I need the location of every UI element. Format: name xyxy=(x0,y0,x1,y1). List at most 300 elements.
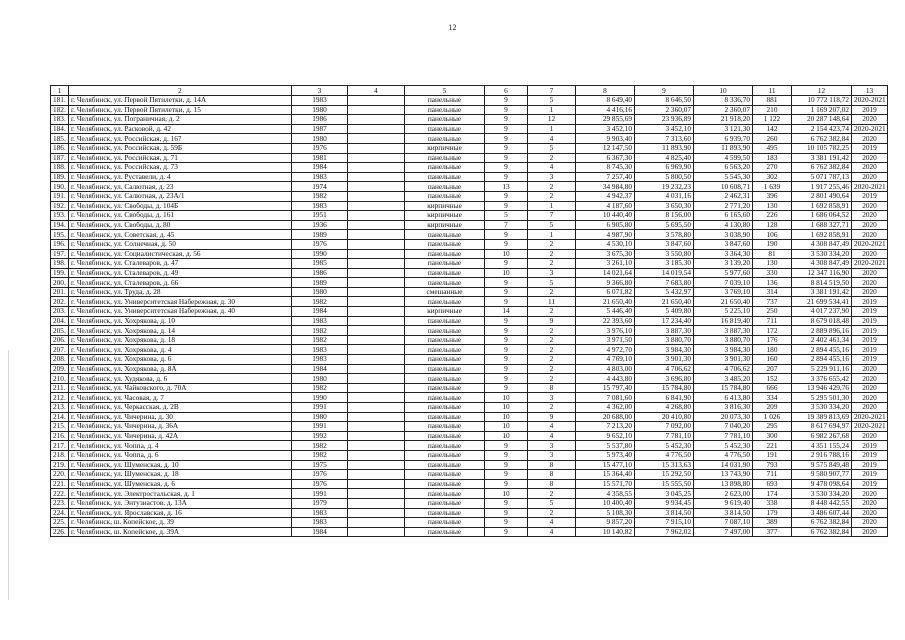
table-cell-col-11: 179 xyxy=(753,508,792,518)
table-cell-col-1: 192. xyxy=(51,201,69,211)
table-cell-col-11: 1 639 xyxy=(753,182,792,192)
table-cell-col-10: 4 599,50 xyxy=(694,153,753,163)
table-cell-col-6: 9 xyxy=(485,355,528,365)
table-cell-col-1: 185. xyxy=(51,134,69,144)
table-cell-col-12: 2 154 423,74 xyxy=(792,124,852,134)
table-cell-col-1: 212. xyxy=(51,393,69,403)
table-cell-col-12: 19 389 813,69 xyxy=(792,412,852,422)
table-cell-col-4 xyxy=(348,460,405,470)
table-cell-col-11: 180 xyxy=(753,345,792,355)
table-cell-col-2: г. Челябинск, ул. Университетская Набережная, д. 30 xyxy=(69,297,292,307)
table-cell-col-9: 7 313,60 xyxy=(635,134,694,144)
table-cell-col-12: 5 071 787,13 xyxy=(792,172,852,182)
table-cell-col-7: 3 xyxy=(528,268,576,278)
table-cell-col-3: 1980 xyxy=(292,105,348,115)
table-cell-col-7: 2 xyxy=(528,249,576,259)
table-cell-col-9: 8 156,00 xyxy=(635,211,694,221)
table-cell-col-10: 6 165,60 xyxy=(694,211,753,221)
table-cell-col-2: г. Челябинск, ул. Энтузиастов, д. 13А xyxy=(69,498,292,508)
table-cell-col-11: 136 xyxy=(753,278,792,288)
table-row xyxy=(51,211,888,221)
table-cell-col-1: 207. xyxy=(51,345,69,355)
table-cell-col-10: 5 452,30 xyxy=(694,441,753,451)
table-cell-col-2: г. Челябинск, ул. Российская, д. 59Б xyxy=(69,143,292,153)
table-cell-col-3: 1987 xyxy=(292,124,348,134)
table-cell-col-3: 1990 xyxy=(292,393,348,403)
table-cell-col-4 xyxy=(348,211,405,221)
table-cell-col-13: 2020 xyxy=(852,498,888,508)
table-cell-col-1: 182. xyxy=(51,105,69,115)
table-cell-col-2: г. Челябинск, ул. Ярославская, д. 16 xyxy=(69,508,292,518)
table-cell-col-1: 219. xyxy=(51,460,69,470)
table-cell-col-10: 20 073,30 xyxy=(694,412,753,422)
table-cell-col-5: панельные xyxy=(405,172,485,182)
table-cell-col-1: 198. xyxy=(51,259,69,269)
table-cell-col-3: 1991 xyxy=(292,489,348,499)
table-cell-col-5: кирпичные xyxy=(405,211,485,221)
table-cell-col-1: 193. xyxy=(51,211,69,221)
table-cell-col-5: панельные xyxy=(405,498,485,508)
table-cell-col-8: 15 571,70 xyxy=(576,479,635,489)
table-cell-col-10: 3 847,60 xyxy=(694,239,753,249)
table-cell-col-8: 15 364,40 xyxy=(576,470,635,480)
table-cell-col-12: 3 530 334,20 xyxy=(792,249,852,259)
column-header-12: 12 xyxy=(792,86,852,96)
table-row xyxy=(51,297,888,307)
table-cell-col-3: 1992 xyxy=(292,431,348,441)
table-cell-col-13: 2020 xyxy=(852,527,888,537)
table-cell-col-11: 81 xyxy=(753,249,792,259)
table-cell-col-5: кирпичные xyxy=(405,307,485,317)
table-cell-col-8: 4 769,10 xyxy=(576,355,635,365)
table-cell-col-2: г. Челябинск, ул. Чоппа, д. 6 xyxy=(69,450,292,460)
table-cell-col-11: 396 xyxy=(753,191,792,201)
table-row xyxy=(51,383,888,393)
table-cell-col-8: 5 537,80 xyxy=(576,441,635,451)
table-cell-col-13: 2020 xyxy=(852,278,888,288)
table-cell-col-13: 2020 xyxy=(852,134,888,144)
table-cell-col-11: 142 xyxy=(753,124,792,134)
column-header-5: 5 xyxy=(405,86,485,96)
table-cell-col-6: 10 xyxy=(485,249,528,259)
table-cell-col-7: 12 xyxy=(528,115,576,125)
table-cell-col-9: 5 452,30 xyxy=(635,441,694,451)
table-cell-col-2: г. Челябинск, ул. Чичерина, д. 36А xyxy=(69,422,292,432)
table-cell-col-12: 10 105 782,25 xyxy=(792,143,852,153)
table-cell-col-11: 711 xyxy=(753,316,792,326)
table-cell-col-8: 15 477,10 xyxy=(576,460,635,470)
table-cell-col-8: 4 972,70 xyxy=(576,345,635,355)
table-cell-col-9: 3 650,30 xyxy=(635,201,694,211)
table-cell-col-3: 1983 xyxy=(292,201,348,211)
table-cell-col-1: 215. xyxy=(51,422,69,432)
table-cell-col-13: 2020-2021 xyxy=(852,259,888,269)
table-cell-col-3: 1982 xyxy=(292,335,348,345)
table-cell-col-2: г. Челябинск, ул. Хохрякова, д. 8А xyxy=(69,364,292,374)
table-cell-col-8: 29 855,69 xyxy=(576,115,635,125)
table-cell-col-3: 1982 xyxy=(292,383,348,393)
table-row xyxy=(51,374,888,384)
table-cell-col-10: 13 898,80 xyxy=(694,479,753,489)
table-cell-col-1: 201. xyxy=(51,287,69,297)
table-cell-col-4 xyxy=(348,249,405,259)
table-cell-col-9: 5 695,50 xyxy=(635,220,694,230)
table-cell-col-7: 4 xyxy=(528,518,576,528)
table-cell-col-8: 3 261,10 xyxy=(576,259,635,269)
table-cell-col-5: панельные xyxy=(405,450,485,460)
table-cell-col-6: 9 xyxy=(485,316,528,326)
table-cell-col-11: 207 xyxy=(753,364,792,374)
table-cell-col-8: 4 443,80 xyxy=(576,374,635,384)
table-cell-col-6: 9 xyxy=(485,153,528,163)
table-cell-col-1: 187. xyxy=(51,153,69,163)
table-cell-col-3: 1976 xyxy=(292,470,348,480)
table-cell-col-12: 8 679 018,48 xyxy=(792,316,852,326)
table-cell-col-13: 2020 xyxy=(852,115,888,125)
table-cell-col-3: 1991 xyxy=(292,403,348,413)
table-cell-col-7: 4 xyxy=(528,422,576,432)
table-cell-col-11: 191 xyxy=(753,450,792,460)
table-cell-col-1: 195. xyxy=(51,230,69,240)
table-cell-col-13: 2020-2021 xyxy=(852,182,888,192)
table-row xyxy=(51,470,888,480)
table-cell-col-8: 3 452,10 xyxy=(576,124,635,134)
table-cell-col-7: 11 xyxy=(528,297,576,307)
table-cell-col-5: панельные xyxy=(405,249,485,259)
table-cell-col-4 xyxy=(348,105,405,115)
table-cell-col-4 xyxy=(348,441,405,451)
table-cell-col-6: 14 xyxy=(485,307,528,317)
table-cell-col-6: 9 xyxy=(485,96,528,106)
table-header xyxy=(51,86,888,96)
table-cell-col-4 xyxy=(348,335,405,345)
table-cell-col-2: г. Челябинск, ул. Хохрякова, д. 10 xyxy=(69,316,292,326)
table-cell-col-5: панельные xyxy=(405,355,485,365)
column-header-2: 2 xyxy=(69,86,292,96)
table-cell-col-10: 3 769,10 xyxy=(694,287,753,297)
table-row xyxy=(51,307,888,317)
table-cell-col-12: 8 448 442,55 xyxy=(792,498,852,508)
table-cell-col-11: 210 xyxy=(753,105,792,115)
table-cell-col-4 xyxy=(348,182,405,192)
table-cell-col-10: 2 771,20 xyxy=(694,201,753,211)
column-header-7: 7 xyxy=(528,86,576,96)
table-cell-col-11: 190 xyxy=(753,239,792,249)
table-cell-col-5: панельные xyxy=(405,431,485,441)
table-cell-col-5: панельные xyxy=(405,527,485,537)
table-cell-col-11: 130 xyxy=(753,201,792,211)
table-cell-col-2: г. Челябинск, ул. Свободы, д. 161 xyxy=(69,211,292,221)
table-cell-col-10: 3 121,30 xyxy=(694,124,753,134)
table-cell-col-5: кирпичные xyxy=(405,201,485,211)
table-cell-col-4 xyxy=(348,518,405,528)
table-cell-col-11: 172 xyxy=(753,326,792,336)
table-cell-col-1: 204. xyxy=(51,316,69,326)
table-cell-col-7: 2 xyxy=(528,259,576,269)
table-cell-col-2: г. Челябинск, ул. Шуменская, д. 18 xyxy=(69,470,292,480)
table-cell-col-8: 4 358,55 xyxy=(576,489,635,499)
table-cell-col-3: 1976 xyxy=(292,143,348,153)
table-cell-col-12: 6 762 382,84 xyxy=(792,518,852,528)
table-cell-col-9: 4 825,40 xyxy=(635,153,694,163)
table-cell-col-2: г. Челябинск, ул. Свободы, д. 80 xyxy=(69,220,292,230)
table-cell-col-6: 10 xyxy=(485,431,528,441)
table-row xyxy=(51,498,888,508)
table-cell-col-3: 1983 xyxy=(292,316,348,326)
table-cell-col-1: 221. xyxy=(51,479,69,489)
table-cell-col-11: 737 xyxy=(753,297,792,307)
table-cell-col-6: 9 xyxy=(485,383,528,393)
table-cell-col-13: 2020 xyxy=(852,163,888,173)
table-cell-col-1: 213. xyxy=(51,403,69,413)
table-cell-col-10: 6 563,20 xyxy=(694,163,753,173)
table-row xyxy=(51,422,888,432)
table-cell-col-5: панельные xyxy=(405,259,485,269)
table-cell-col-6: 10 xyxy=(485,489,528,499)
table-cell-col-5: панельные xyxy=(405,268,485,278)
table-cell-col-8: 5 446,40 xyxy=(576,307,635,317)
table-cell-col-7: 5 xyxy=(528,143,576,153)
table-cell-col-4 xyxy=(348,355,405,365)
table-cell-col-6: 9 xyxy=(485,479,528,489)
table-cell-col-2: г. Челябинск, ул. Свободы, д. 104Б xyxy=(69,201,292,211)
table-cell-col-3: 1980 xyxy=(292,374,348,384)
table-cell-col-1: 218. xyxy=(51,450,69,460)
table-cell-col-11: 183 xyxy=(753,153,792,163)
table-cell-col-5: панельные xyxy=(405,364,485,374)
table-cell-col-10: 4 706,62 xyxy=(694,364,753,374)
table-cell-col-12: 2 916 788,16 xyxy=(792,450,852,460)
table-cell-col-1: 209. xyxy=(51,364,69,374)
table-cell-col-10: 8 336,70 xyxy=(694,96,753,106)
table-cell-col-10: 9 619,40 xyxy=(694,498,753,508)
table-cell-col-5: кирпичные xyxy=(405,220,485,230)
table-row xyxy=(51,163,888,173)
table-cell-col-1: 224. xyxy=(51,508,69,518)
table-cell-col-13: 2020 xyxy=(852,508,888,518)
table-row xyxy=(51,124,888,134)
table-cell-col-8: 4 362,00 xyxy=(576,403,635,413)
table-cell-col-5: панельные xyxy=(405,124,485,134)
table-cell-col-7: 2 xyxy=(528,182,576,192)
table-cell-col-1: 223. xyxy=(51,498,69,508)
table-cell-col-6: 9 xyxy=(485,134,528,144)
table-cell-col-8: 12 147,50 xyxy=(576,143,635,153)
table-cell-col-3: 1976 xyxy=(292,239,348,249)
table-cell-col-5: панельные xyxy=(405,470,485,480)
table-cell-col-4 xyxy=(348,345,405,355)
table-cell-col-1: 183. xyxy=(51,115,69,125)
table-cell-col-5: панельные xyxy=(405,191,485,201)
table-cell-col-13: 2020 xyxy=(852,153,888,163)
table-cell-col-3: 1980 xyxy=(292,134,348,144)
table-cell-col-9: 15 313,63 xyxy=(635,460,694,470)
table-cell-col-4 xyxy=(348,115,405,125)
table-cell-col-2: г. Челябинск, ул. Сталеваров, д. 66 xyxy=(69,278,292,288)
table-cell-col-6: 13 xyxy=(485,182,528,192)
table-cell-col-9: 3 887,30 xyxy=(635,326,694,336)
table-cell-col-2: г. Челябинск, ул. Шуменская, д. 10 xyxy=(69,460,292,470)
table-cell-col-12: 13 946 429,76 xyxy=(792,383,852,393)
table-cell-col-6: 9 xyxy=(485,124,528,134)
table-cell-col-12: 1 688 327,71 xyxy=(792,220,852,230)
table-cell-col-6: 9 xyxy=(485,470,528,480)
table-cell-col-13: 2020-2021 xyxy=(852,422,888,432)
table-cell-col-12: 2 894 455,16 xyxy=(792,345,852,355)
table-cell-col-5: смешанные xyxy=(405,287,485,297)
table-row xyxy=(51,191,888,201)
table-cell-col-3: 1951 xyxy=(292,211,348,221)
table-cell-col-12: 6 762 382,84 xyxy=(792,163,852,173)
table-cell-col-7: 2 xyxy=(528,307,576,317)
table-cell-col-12: 1 692 858,91 xyxy=(792,230,852,240)
table-cell-col-12: 3 530 334,20 xyxy=(792,403,852,413)
table-cell-col-12: 9 580 907,77 xyxy=(792,470,852,480)
table-cell-col-1: 220. xyxy=(51,470,69,480)
table-row xyxy=(51,518,888,528)
table-cell-col-10: 4 776,50 xyxy=(694,450,753,460)
table-cell-col-3: 1983 xyxy=(292,345,348,355)
table-cell-col-5: панельные xyxy=(405,403,485,413)
column-header-10: 10 xyxy=(694,86,753,96)
table-cell-col-12: 6 762 382,84 xyxy=(792,134,852,144)
table-cell-col-8: 7 081,60 xyxy=(576,393,635,403)
table-cell-col-9: 5 432,97 xyxy=(635,287,694,297)
table-cell-col-7: 8 xyxy=(528,479,576,489)
table-cell-col-5: панельные xyxy=(405,134,485,144)
table-cell-col-9: 3 984,30 xyxy=(635,345,694,355)
table-cell-col-10: 7 497,00 xyxy=(694,527,753,537)
table-cell-col-9: 5 800,50 xyxy=(635,172,694,182)
table-cell-col-10: 21 918,20 xyxy=(694,115,753,125)
table-cell-col-5: панельные xyxy=(405,422,485,432)
table-cell-col-11: 495 xyxy=(753,143,792,153)
table-cell-col-5: панельные xyxy=(405,412,485,422)
table-cell-col-13: 2020 xyxy=(852,201,888,211)
table-cell-col-2: г. Челябинск, ул. Чичерина, д. 42А xyxy=(69,431,292,441)
table-cell-col-9: 3 452,10 xyxy=(635,124,694,134)
table-row xyxy=(51,460,888,470)
table-cell-col-12: 3 381 191,42 xyxy=(792,153,852,163)
table-cell-col-8: 4 187,60 xyxy=(576,201,635,211)
table-cell-col-4 xyxy=(348,316,405,326)
table-cell-col-4 xyxy=(348,470,405,480)
table-cell-col-3: 1989 xyxy=(292,278,348,288)
table-cell-col-6: 9 xyxy=(485,345,528,355)
table-cell-col-7: 2 xyxy=(528,239,576,249)
table-cell-col-1: 196. xyxy=(51,239,69,249)
table-cell-col-3: 1984 xyxy=(292,527,348,537)
table-cell-col-12: 1 169 207,02 xyxy=(792,105,852,115)
table-cell-col-11: 793 xyxy=(753,460,792,470)
table-cell-col-4 xyxy=(348,239,405,249)
table-cell-col-7: 1 xyxy=(528,124,576,134)
table-cell-col-9: 14 019,54 xyxy=(635,268,694,278)
table-cell-col-1: 217. xyxy=(51,441,69,451)
table-cell-col-12: 4 308 847,49 xyxy=(792,239,852,249)
table-cell-col-10: 11 893,90 xyxy=(694,143,753,153)
table-cell-col-10: 14 031,90 xyxy=(694,460,753,470)
table-cell-col-12: 3 381 191,42 xyxy=(792,287,852,297)
table-cell-col-9: 3 185,30 xyxy=(635,259,694,269)
table-cell-col-7: 7 xyxy=(528,211,576,221)
table-cell-col-8: 8 649,40 xyxy=(576,96,635,106)
table-cell-col-4 xyxy=(348,172,405,182)
table-cell-col-2: г. Челябинск, ул. Сталеваров, д. 49 xyxy=(69,268,292,278)
table-cell-col-9: 19 232,23 xyxy=(635,182,694,192)
table-cell-col-6: 5 xyxy=(485,211,528,221)
table-cell-col-4 xyxy=(348,326,405,336)
table-row xyxy=(51,489,888,499)
table-cell-col-13: 2020 xyxy=(852,374,888,384)
table-cell-col-1: 216. xyxy=(51,431,69,441)
table-cell-col-1: 210. xyxy=(51,374,69,384)
table-cell-col-10: 3 901,30 xyxy=(694,355,753,365)
table-cell-col-2: г. Челябинск, ул. Шуменская, д. 6 xyxy=(69,479,292,489)
table-row xyxy=(51,230,888,240)
table-cell-col-12: 12 347 116,90 xyxy=(792,268,852,278)
table-cell-col-6: 9 xyxy=(485,163,528,173)
table-cell-col-5: кирпичные xyxy=(405,143,485,153)
table-cell-col-12: 8 814 519,50 xyxy=(792,278,852,288)
table-cell-col-13: 2020 xyxy=(852,172,888,182)
table-cell-col-7: 5 xyxy=(528,96,576,106)
table-cell-col-5: панельные xyxy=(405,441,485,451)
column-header-1: 1 xyxy=(51,86,69,96)
table-cell-col-5: панельные xyxy=(405,374,485,384)
table-cell-col-4 xyxy=(348,287,405,297)
table-cell-col-7: 2 xyxy=(528,489,576,499)
table-cell-col-1: 191. xyxy=(51,191,69,201)
table-row xyxy=(51,259,888,269)
table-cell-col-2: г. Челябинск, ул. Худякова, д. 6 xyxy=(69,374,292,384)
table-cell-col-6: 9 xyxy=(485,191,528,201)
table-cell-col-5: панельные xyxy=(405,383,485,393)
table-cell-col-9: 3 578,80 xyxy=(635,230,694,240)
table-cell-col-13: 2020-2021 xyxy=(852,412,888,422)
table-cell-col-7: 2 xyxy=(528,403,576,413)
table-row xyxy=(51,96,888,106)
table-cell-col-9: 21 650,40 xyxy=(635,297,694,307)
table-row xyxy=(51,268,888,278)
table-cell-col-9: 11 893,90 xyxy=(635,143,694,153)
table-cell-col-13: 2020-2021 xyxy=(852,124,888,134)
housing-register-table xyxy=(50,85,888,537)
table-cell-col-10: 7 781,10 xyxy=(694,431,753,441)
table-cell-col-5: панельные xyxy=(405,326,485,336)
table-cell-col-7: 3 xyxy=(528,441,576,451)
table-cell-col-10: 5 545,30 xyxy=(694,172,753,182)
table-cell-col-3: 1991 xyxy=(292,422,348,432)
table-cell-col-10: 3 139,20 xyxy=(694,259,753,269)
table-cell-col-8: 9 857,20 xyxy=(576,518,635,528)
table-cell-col-9: 3 814,50 xyxy=(635,508,694,518)
table-cell-col-3: 1989 xyxy=(292,230,348,240)
table-cell-col-4 xyxy=(348,479,405,489)
table-row xyxy=(51,431,888,441)
table-cell-col-13: 2020 xyxy=(852,489,888,499)
table-cell-col-8: 20 688,00 xyxy=(576,412,635,422)
table-cell-col-4 xyxy=(348,403,405,413)
table-row xyxy=(51,335,888,345)
table-cell-col-10: 2 360,07 xyxy=(694,105,753,115)
table-cell-col-9: 23 936,89 xyxy=(635,115,694,125)
table-cell-col-2: г. Челябинск, ул. Расковой, д. 42 xyxy=(69,124,292,134)
table-cell-col-2: г. Челябинск, ул. Электростальская, д. 1 xyxy=(69,489,292,499)
table-cell-col-8: 9 652,10 xyxy=(576,431,635,441)
table-cell-col-5: панельные xyxy=(405,508,485,518)
table-cell-col-6: 9 xyxy=(485,508,528,518)
